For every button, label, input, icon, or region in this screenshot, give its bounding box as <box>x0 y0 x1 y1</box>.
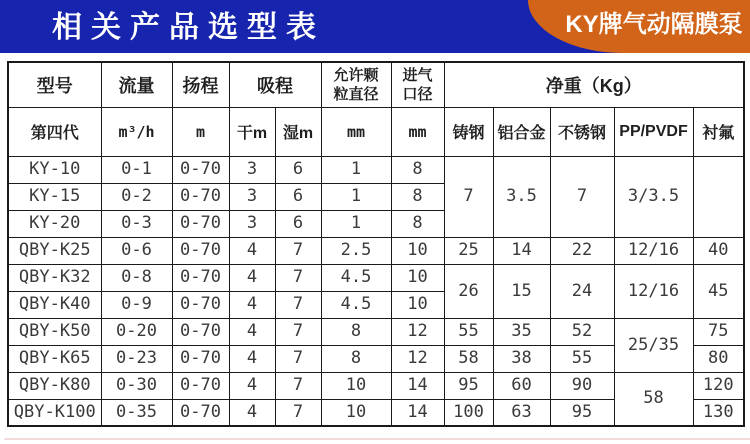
table-cell: 4 <box>229 264 275 291</box>
header-row-2 <box>8 107 744 156</box>
model-cell: QBY-K40 <box>8 291 101 318</box>
title-banner <box>0 0 750 53</box>
table-cell: 0-6 <box>101 237 172 264</box>
table-cell: 12/16 <box>614 264 693 318</box>
subheader-wet: 湿m <box>275 107 321 156</box>
table-cell: 100 <box>444 399 493 426</box>
table-cell: 12/16 <box>614 237 693 264</box>
table-cell: 0-2 <box>101 183 172 210</box>
table-cell: 3 <box>229 210 275 237</box>
table-cell: 0-1 <box>101 156 172 183</box>
table-cell: 1 <box>321 210 391 237</box>
subheader-aluminum-alloy: 铝合金 <box>493 107 550 156</box>
model-cell: QBY-K65 <box>8 345 101 372</box>
table-cell: 0-23 <box>101 345 172 372</box>
table-cell: 12 <box>391 318 444 345</box>
table-cell: 0-70 <box>172 291 229 318</box>
table-body <box>8 156 744 426</box>
table-cell: 4.5 <box>321 264 391 291</box>
table-cell: 3 <box>229 156 275 183</box>
table-cell: 0-30 <box>101 372 172 399</box>
col-header-net-weight: 净重（Kg） <box>444 62 744 107</box>
model-cell: QBY-K80 <box>8 372 101 399</box>
table-cell: 1 <box>321 183 391 210</box>
table-cell: 63 <box>493 399 550 426</box>
table-row <box>8 237 744 264</box>
table-cell: 10 <box>391 264 444 291</box>
table-cell: 7 <box>275 291 321 318</box>
col-header-air-inlet <box>391 62 444 107</box>
col-header-air-inlet-label: 进气口径 <box>402 66 433 103</box>
table-cell: 7 <box>275 345 321 372</box>
table-cell: 7 <box>275 237 321 264</box>
table-cell: 7 <box>275 318 321 345</box>
table-container <box>7 61 745 427</box>
table-cell: 4 <box>229 237 275 264</box>
table-cell: 8 <box>391 183 444 210</box>
table-cell: 0-70 <box>172 399 229 426</box>
table-cell: 0-35 <box>101 399 172 426</box>
table-cell: 6 <box>275 210 321 237</box>
table-cell: 35 <box>493 318 550 345</box>
table-cell: 7 <box>444 156 493 237</box>
table-cell: 52 <box>550 318 614 345</box>
model-cell: QBY-K32 <box>8 264 101 291</box>
table-cell: 25/35 <box>614 318 693 372</box>
col-header-particle <box>321 62 391 107</box>
brand-badge <box>528 0 750 53</box>
table-cell: 0-3 <box>101 210 172 237</box>
table-row <box>8 264 744 291</box>
col-header-particle-label: 允许颗粒直径 <box>333 66 379 103</box>
subheader-flow-unit: m³/h <box>101 107 172 156</box>
table-cell: 4 <box>229 399 275 426</box>
table-cell: 8 <box>391 210 444 237</box>
table-cell: 6 <box>275 156 321 183</box>
table-cell: 3 <box>229 183 275 210</box>
table-cell: 7 <box>275 399 321 426</box>
table-row <box>8 156 744 183</box>
col-header-head: 扬程 <box>172 62 229 107</box>
col-header-suction: 吸程 <box>229 62 321 107</box>
product-selection-table <box>7 61 745 427</box>
table-cell: 10 <box>391 291 444 318</box>
model-cell: QBY-K25 <box>8 237 101 264</box>
table-cell: 0-70 <box>172 156 229 183</box>
subheader-head-unit: m <box>172 107 229 156</box>
table-cell: 14 <box>391 399 444 426</box>
table-cell: 10 <box>321 399 391 426</box>
table-cell: 4 <box>229 345 275 372</box>
table-cell: 0-70 <box>172 345 229 372</box>
subheader-stainless-steel: 不锈钢 <box>550 107 614 156</box>
table-cell: 3/3.5 <box>614 156 693 237</box>
subheader-pp-pvdf: PP/PVDF <box>614 107 693 156</box>
subheader-generation: 第四代 <box>8 107 101 156</box>
table-cell: 8 <box>321 345 391 372</box>
table-row <box>8 318 744 345</box>
page-title: 相关产品选型表 <box>52 11 325 44</box>
subheader-cast-steel: 铸钢 <box>444 107 493 156</box>
table-cell: 58 <box>444 345 493 372</box>
table-cell: 4 <box>229 372 275 399</box>
table-cell: 40 <box>693 237 744 264</box>
table-cell: 45 <box>693 264 744 318</box>
table-row <box>8 372 744 399</box>
card-bottom-edge <box>4 438 750 440</box>
table-cell: 58 <box>614 372 693 426</box>
table-cell: 95 <box>550 399 614 426</box>
subheader-air-unit: mm <box>391 107 444 156</box>
table-cell: 80 <box>693 345 744 372</box>
table-cell: 4 <box>229 318 275 345</box>
table-cell: 130 <box>693 399 744 426</box>
table-cell: 8 <box>391 156 444 183</box>
model-cell: KY-20 <box>8 210 101 237</box>
table-cell: 25 <box>444 237 493 264</box>
table-cell: 0-8 <box>101 264 172 291</box>
subheader-dry: 干m <box>229 107 275 156</box>
table-cell: 22 <box>550 237 614 264</box>
table-cell: 55 <box>550 345 614 372</box>
model-cell: QBY-K100 <box>8 399 101 426</box>
table-cell: 8 <box>321 318 391 345</box>
table-cell: 26 <box>444 264 493 318</box>
table-cell: 4 <box>229 291 275 318</box>
table-cell: 7 <box>275 264 321 291</box>
table-cell: 6 <box>275 183 321 210</box>
col-header-flow: 流量 <box>101 62 172 107</box>
header-row-1 <box>8 62 744 107</box>
table-cell: 7 <box>275 372 321 399</box>
table-cell: 60 <box>493 372 550 399</box>
table-cell: 7 <box>550 156 614 237</box>
table-cell: 14 <box>391 372 444 399</box>
table-cell: 0-20 <box>101 318 172 345</box>
table-cell: 0-70 <box>172 237 229 264</box>
table-cell: 0-70 <box>172 210 229 237</box>
table-cell: 0-70 <box>172 372 229 399</box>
table-cell: 10 <box>391 237 444 264</box>
table-cell: 0-70 <box>172 318 229 345</box>
table-cell: 15 <box>493 264 550 318</box>
table-cell: 55 <box>444 318 493 345</box>
table-cell: 14 <box>493 237 550 264</box>
model-cell: QBY-K50 <box>8 318 101 345</box>
table-cell: 3.5 <box>493 156 550 237</box>
model-cell: KY-10 <box>8 156 101 183</box>
subheader-fluorine-lined: 衬氟 <box>693 107 744 156</box>
table-cell: 120 <box>693 372 744 399</box>
table-cell: 4.5 <box>321 291 391 318</box>
table-cell: 10 <box>321 372 391 399</box>
table-cell: 75 <box>693 318 744 345</box>
table-cell: 95 <box>444 372 493 399</box>
col-header-model: 型号 <box>8 62 101 107</box>
subheader-particle-unit: mm <box>321 107 391 156</box>
model-cell: KY-15 <box>8 183 101 210</box>
table-cell: 24 <box>550 264 614 318</box>
table-cell: 2.5 <box>321 237 391 264</box>
table-cell: 12 <box>391 345 444 372</box>
table-cell: 90 <box>550 372 614 399</box>
table-cell: 0-70 <box>172 264 229 291</box>
table-cell <box>693 156 744 237</box>
table-cell: 0-70 <box>172 183 229 210</box>
table-cell: 0-9 <box>101 291 172 318</box>
table-cell: 38 <box>493 345 550 372</box>
table-cell: 1 <box>321 156 391 183</box>
brand-badge-label: KY牌气动隔膜泵 <box>565 11 743 38</box>
